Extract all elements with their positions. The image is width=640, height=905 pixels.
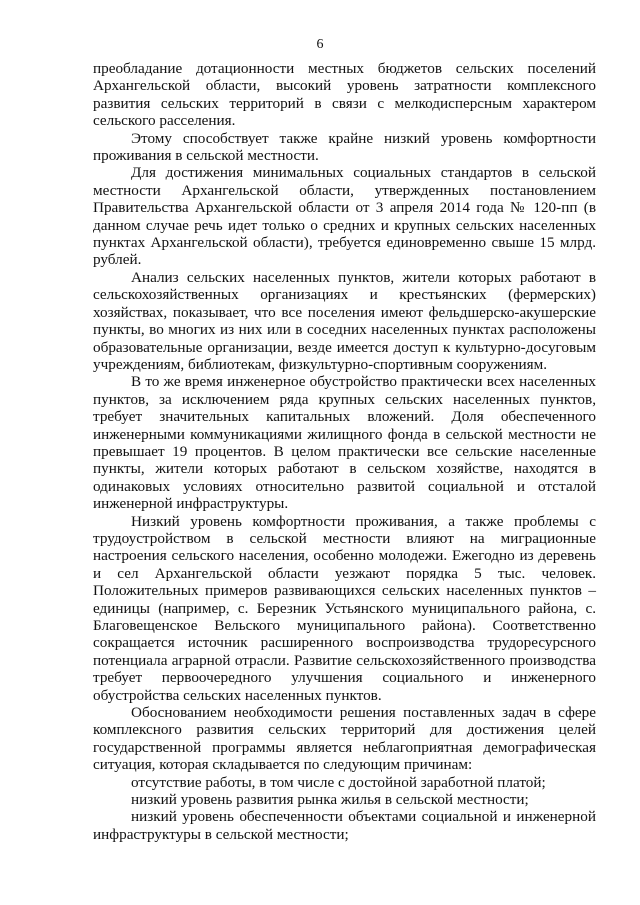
list-item-1: отсутствие работы, в том числе с достойной заработной платой; — [131, 773, 546, 791]
paragraph-5: В то же время инженерное обустройство практически всех населенных пунктов, за исключением ряда крупных сельских населенных пунктов, требует значительных капитальных вложений. Доля обеспеченного инженерными коммуникациями жилищного фонда в сельской местности не превышает 19 процентов. В целом практически все сельские населенные пункты, жители которых работают в сельском хозяйстве, находятся в одинаковых условиях относительно развитой социальной и отсталой инженерной инфраструктуры. — [93, 373, 596, 513]
document-body — [93, 60, 596, 843]
page-number: 6 — [316, 37, 324, 52]
paragraph-3: Для достижения минимальных социальных стандартов в сельской местности Архангельской области, утвержденных постановлением Правительства Архангельской области от 3 апреля 2014 года № 120-пп (в данном случае речь идет только о средних и крупных сельских населенных пунктах Архангельской области), требуется единовременно свыше 15 млрд. рублей. — [93, 164, 596, 269]
list-item-3: низкий уровень обеспеченности объектами социальной и инженерной инфраструктуры в сельской местности; — [93, 808, 596, 843]
list-item-2: низкий уровень развития рынка жилья в сельской местности; — [131, 791, 529, 809]
paragraph-7: Обоснованием необходимости решения поставленных задач в сфере комплексного развития сельских территорий для достижения целей государственной программы является неблагоприятная демографическая ситуация, которая складывается по следующим причинам: — [93, 704, 596, 774]
paragraph-4: Анализ сельских населенных пунктов, жители которых работают в сельскохозяйственных организациях и крестьянских (фермерских) хозяйствах, показывает, что все поселения имеют фельдшерско-акушерские пункты, во многих из них или в соседних населенных пунктах расположены образовательные организации, везде имеется доступ к культурно-досуговым учреждениям, библиотекам, физкультурно-спортивным сооружениям. — [93, 268, 596, 373]
paragraph-6: Низкий уровень комфортности проживания, а также проблемы с трудоустройством в сельской местности влияют на миграционные настроения сельского населения, особенно молодежи. Ежегодно из деревень и сел Архангельской области уезжают порядка 5 тыс. человек. Положительных примеров развивающихся сельских населенных пунктов – единицы (например, с. Березник Устьянского муниципального района, с. Благовещенское Вельского муниципального района). Соответственно сокращается источник расширенного воспроизводства трудоресурсного потенциала аграрной отрасли. Развитие сельскохозяйственного производства требует первоочередного улучшения социального и инженерного обустройства сельских населенных пунктов. — [93, 512, 596, 704]
paragraph-2: Этому способствует также крайне низкий уровень комфортности проживания в сельской местности. — [93, 129, 596, 165]
paragraph-1: преобладание дотационности местных бюджетов сельских поселений Архангельской области, высокий уровень затратности комплексного развития сельских территорий в связи с мелкодисперсным характером сельского расселения. — [93, 60, 596, 130]
